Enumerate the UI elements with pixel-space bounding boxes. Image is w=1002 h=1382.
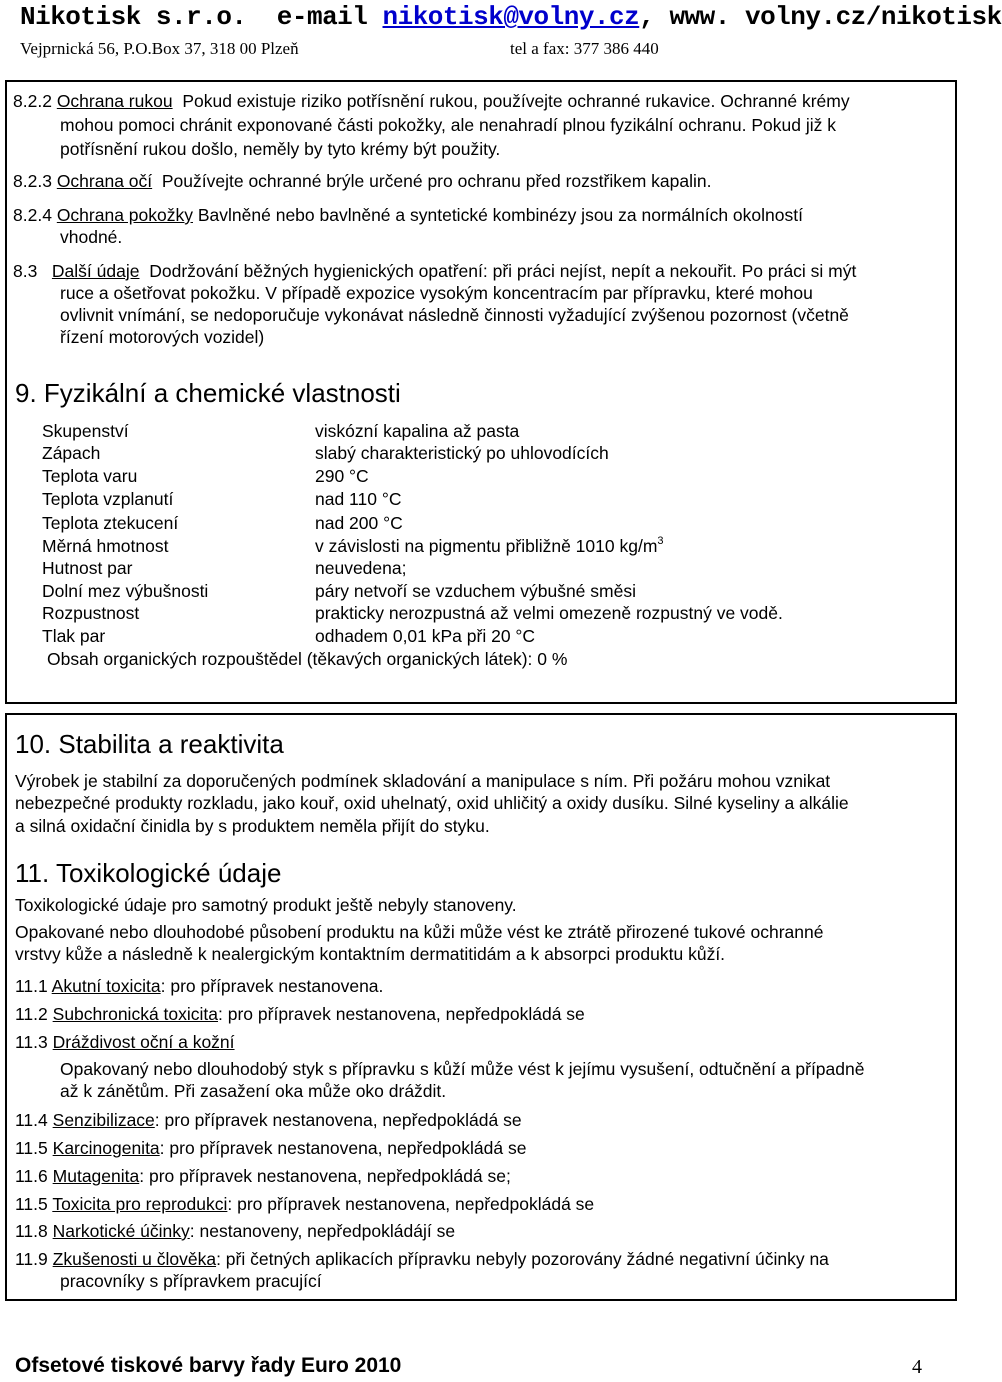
- property-value: nad 110 °C: [315, 489, 402, 509]
- property-value: neuvedena;: [315, 558, 407, 578]
- s823-title: Ochrana očí: [56, 171, 153, 191]
- s824-title: Ochrana pokožky: [56, 205, 193, 225]
- company-address: Vejprnická 56, P.O.Box 37, 318 00 Plzeň: [20, 39, 299, 58]
- toxicology-item: 11.1 Akutní toxicita: pro přípravek nestanovena.: [15, 976, 384, 996]
- s824-line1: 8.2.4 Ochrana pokožky Bavlněné nebo bavlněné a syntetické kombinézy jsou za normálních okolností: [13, 205, 803, 225]
- organic-solvents: Obsah organických rozpouštědel (těkavých organických látek): 0 %: [47, 649, 568, 669]
- property-label: Teplota vzplanutí: [42, 489, 174, 509]
- toxicology-item: 11.2 Subchronická toxicita: pro přípravek nestanovena, nepředpokládá se: [15, 1004, 585, 1024]
- s11-intro: Toxikologické údaje pro samotný produkt ještě nebyly stanoveny.: [15, 895, 517, 915]
- toxicology-item-title: Zkušenosti u člověka: [52, 1249, 217, 1269]
- property-value: prakticky nerozpustná až velmi omezeně rozpustný ve vodě.: [315, 603, 783, 623]
- property-value: odhadem 0,01 kPa při 20 °C: [315, 626, 536, 646]
- property-label: Rozpustnost: [42, 603, 140, 623]
- s11-p2-line2: vrstvy kůže a následně k nealergickým kontaktním dermatitidám a k absorpci produktu kůží.: [15, 944, 726, 964]
- property-label: Hutnost par: [42, 558, 133, 578]
- s83-line2: ruce a ošetřovat pokožku. V případě expozice vysokým koncentracím par přípravku, které mohou: [60, 283, 813, 303]
- toxicology-item: 11.6 Mutagenita: pro přípravek nestanovena, nepředpokládá se;: [15, 1166, 511, 1186]
- toxicology-item-title: Senzibilizace: [52, 1110, 155, 1130]
- s83-line4: řízení motorových vozidel): [60, 327, 265, 347]
- property-value: 290 °C: [315, 466, 369, 486]
- toxicology-item: 11.5 Toxicita pro reprodukci: pro přípravek nestanovena, nepředpokládá se: [15, 1194, 595, 1214]
- toxicology-item-title: Subchronická toxicita: [52, 1004, 219, 1024]
- email-label: e-mail: [276, 2, 368, 32]
- property-label: Měrná hmotnost: [42, 536, 169, 556]
- s822-line1: 8.2.2 Ochrana rukou Pokud existuje riziko potřísnění rukou, používejte ochranné rukavice. Ochranné krémy: [13, 91, 850, 111]
- property-label: Zápach: [42, 443, 101, 463]
- company-phone: tel a fax: 377 386 440: [510, 39, 659, 58]
- s824-line2: vhodné.: [60, 227, 123, 247]
- s119-line2: pracovníky s přípravkem pracující: [60, 1271, 322, 1291]
- footer-title: Ofsetové tiskové barvy řady Euro 2010: [15, 1354, 402, 1377]
- property-label: Skupenství: [42, 421, 129, 441]
- toxicology-item: 11.5 Karcinogenita: pro přípravek nestanovena, nepředpokládá se: [15, 1138, 527, 1158]
- s10-line1: Výrobek je stabilní za doporučených podmínek skladování a manipulace s ním. Při požáru mohou vznikat: [15, 771, 831, 791]
- property-value: v závislosti na pigmentu přibližně 1010 $kg/m^3$: [315, 535, 664, 556]
- toxicology-item: 11.8 Narkotické účinky: nestanoveny, nepředpokládájí se: [15, 1221, 456, 1241]
- company-header: [20, 2, 1002, 32]
- email-link[interactable]: nikotisk@volny.cz: [382, 2, 640, 32]
- s11-p2-line1: Opakované nebo dlouhodobé působení produktu na kůži může vést ke ztrátě přirozené tukové ochranné: [15, 922, 824, 942]
- property-label: Teplota varu: [42, 466, 138, 486]
- s83-line3: ovlivnit vnímání, se nedoporučuje vykonávat následně činnosti vyžadující zvýšenou pozornost (včetně: [60, 305, 849, 325]
- web-address: , www. volny.cz/nikotisk: [639, 2, 1002, 32]
- section-11-heading: 11. Toxikologické údaje: [15, 858, 282, 888]
- toxicology-item: 11.4 Senzibilizace: pro přípravek nestanovena, nepředpokládá se: [15, 1110, 522, 1130]
- property-label: Teplota ztekucení: [42, 513, 179, 533]
- toxicology-item-title: Mutagenita: [52, 1166, 140, 1186]
- s83-line1: 8.3 Další údaje Dodržování běžných hygienických opatření: při práci nejíst, nepít a nekouřit. Po práci si mýt: [13, 261, 857, 281]
- property-value: viskózní kapalina až pasta: [315, 421, 520, 441]
- s83-title: Další údaje: [51, 261, 140, 281]
- toxicology-item-title: Akutní toxicita: [51, 976, 161, 996]
- s823-line: 8.2.3 Ochrana očí Používejte ochranné brýle určené pro ochranu před rozstřikem kapalin.: [13, 171, 712, 191]
- page-number: 4: [912, 1356, 922, 1378]
- company-name: Nikotisk s.r.o.: [20, 2, 247, 32]
- s10-line3: a silná oxidační činidla by s produktem neměla přijít do styku.: [15, 816, 490, 836]
- property-label: Dolní mez výbušnosti: [42, 581, 209, 601]
- s822-line2: mohou pomoci chránit exponované části pokožky, ale nenahradí plnou fyzikální ochranu. Pokud již k: [60, 115, 836, 135]
- section-9-heading: 9. Fyzikální a chemické vlastnosti: [15, 378, 401, 408]
- s822-title: Ochrana rukou: [56, 91, 173, 111]
- property-value: páry netvoří se vzduchem výbušné směsi: [315, 581, 636, 601]
- section-10-heading: 10. Stabilita a reaktivita: [15, 729, 284, 759]
- toxicology-item: 11.9 Zkušenosti u člověka: při četných aplikacích přípravku nebyly pozorovány žádné negativní účinky na: [15, 1249, 829, 1269]
- superscript: 3: [657, 535, 664, 547]
- s10-line2: nebezpečné produkty rozkladu, jako kouř, oxid uhelnatý, oxid uhličitý a oxidy dusíku. Silné kyseliny a alkálie: [15, 793, 849, 813]
- property-value: slabý charakteristický po uhlovodících: [315, 443, 609, 463]
- property-label: Tlak par: [42, 626, 106, 646]
- toxicology-item-title: Narkotické účinky: [52, 1221, 190, 1241]
- toxicology-item-title: Karcinogenita: [52, 1138, 160, 1158]
- s822-line3: potřísnění rukou došlo, neměly by tyto krémy být použity.: [60, 139, 501, 159]
- s113-line2: až k zánětům. Při zasažení oka může oko dráždit.: [60, 1081, 447, 1101]
- toxicology-item-title: Toxicita pro reprodukci: [52, 1194, 228, 1214]
- property-value: nad 200 °C: [315, 513, 403, 533]
- toxicology-item: 11.3 Dráždivost oční a kožní: [15, 1032, 235, 1052]
- toxicology-item-title: Dráždivost oční a kožní: [52, 1032, 235, 1052]
- s113-line1: Opakovaný nebo dlouhodobý styk s přípravku s kůží může vést k jejímu vysušení, odtučnění a případně: [60, 1059, 865, 1079]
